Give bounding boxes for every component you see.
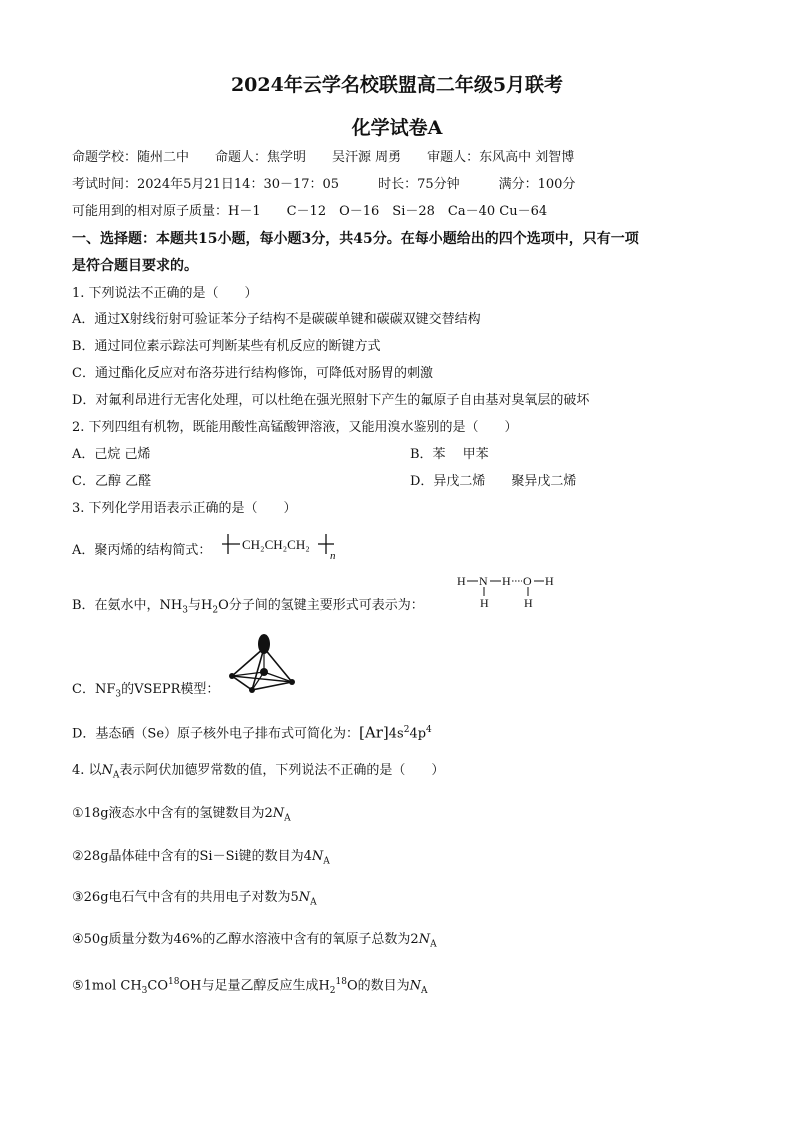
info-line-2: 考试时间：2024年5月21日14：30－17：05 时长：75分钟 满分：100分 bbox=[72, 177, 576, 192]
hb-h-below-n: H bbox=[480, 596, 489, 610]
section-heading-2: 是符合题目要求的。 bbox=[72, 258, 198, 274]
q4-item-1 bbox=[72, 806, 291, 827]
q4-i3-a: A bbox=[310, 897, 317, 908]
q3-c-text-2: 的VSEPR模型： bbox=[121, 682, 220, 697]
q1-option-b: B．通过同位素示踪法可判断某些有机反应的断键方式 bbox=[72, 339, 381, 354]
q2-option-a: A．己烷 己烯 bbox=[72, 447, 151, 462]
q4-stem bbox=[72, 763, 444, 784]
hb-h-below-o: H bbox=[524, 596, 533, 610]
q4-i5-sub-2: 2 bbox=[329, 985, 336, 996]
q4-i5-sub-3: 3 bbox=[141, 985, 148, 996]
q4-stem-a: A bbox=[112, 770, 120, 781]
q2-option-c: C．乙醇 乙醛 bbox=[72, 474, 152, 489]
hb-h-left: H bbox=[457, 574, 466, 588]
info-line-3: 可能用到的相对原子质量：H－1 C－12 O－16 Si－28 Ca－40 Cu－64 bbox=[72, 204, 548, 219]
q4-i3-n: N bbox=[298, 890, 311, 905]
q4-stem-post: 表示阿伏加德罗常数的值，下列说法不正确的是（ ） bbox=[119, 763, 445, 778]
q3-option-c bbox=[72, 682, 219, 703]
q3-b-sub-1: 3 bbox=[182, 605, 188, 616]
q3-stem: 3. 下列化学用语表示正确的是（ ） bbox=[72, 501, 297, 516]
q4-i4-n: N bbox=[418, 932, 431, 947]
polymer-n: n bbox=[330, 550, 336, 562]
info-line-1: 命题学校：随州二中 命题人：焦学明 吴汗源 周勇 审题人：东风高中 刘智博 bbox=[72, 150, 575, 165]
q4-i5-sup-18b: 18 bbox=[335, 977, 347, 987]
q4-i5-text-2: OH与足量乙醇反应生成H bbox=[179, 978, 330, 994]
q4-item-5 bbox=[72, 974, 428, 999]
q4-i4-text: ④50g质量分数为46%的乙醇水溶液中含有的氧原子总数为2 bbox=[72, 932, 419, 947]
q4-stem-n: N bbox=[101, 763, 113, 778]
q4-i2-n: N bbox=[311, 849, 324, 864]
q4-item-2 bbox=[72, 849, 330, 870]
q1-option-d: D．对氟利昂进行无害化处理，可以杜绝在强光照射下产生的氟原子自由基对臭氧层的破坏 bbox=[72, 393, 590, 408]
q4-i1-text: ①18g液态水中含有的氢键数目为2 bbox=[72, 806, 273, 821]
q4-i5-co: CO bbox=[147, 978, 168, 994]
q3-d-4p-sup: 4 bbox=[426, 725, 432, 735]
q4-stem-pre: 4. 以 bbox=[72, 763, 102, 778]
q3-a-label: A．聚丙烯的结构简式： bbox=[72, 543, 212, 558]
q4-i2-text: ②28g晶体硅中含有的Si－Si键的数目为4 bbox=[72, 849, 312, 864]
q4-item-3 bbox=[72, 890, 317, 911]
nf3-vsepr-model bbox=[228, 632, 298, 694]
q3-b-sub-2: 2 bbox=[212, 605, 219, 616]
q4-i5-text-3: O的数目为 bbox=[346, 978, 410, 994]
q3-option-a bbox=[72, 543, 211, 559]
q3-d-ar: [Ar] bbox=[359, 723, 389, 742]
hb-n: N bbox=[479, 574, 488, 588]
q3-b-text-2: 与H bbox=[188, 598, 213, 613]
q3-option-d bbox=[72, 722, 432, 742]
q3-d-4p: 4p bbox=[409, 726, 427, 742]
q4-i4-a: A bbox=[430, 939, 437, 950]
q2-option-b: B．苯 甲苯 bbox=[410, 447, 489, 462]
q4-i5-text-1: ⑤1mol CH bbox=[72, 978, 142, 994]
q3-b-text-1: B．在氨水中，NH bbox=[72, 598, 183, 613]
q4-i5-a: A bbox=[421, 985, 428, 996]
hb-h-mid: H bbox=[502, 574, 511, 588]
q4-i5-n: N bbox=[409, 978, 422, 994]
q4-i5-sup-18: 18 bbox=[168, 977, 180, 987]
q4-i3-text: ③26g电石气中含有的共用电子对数为5 bbox=[72, 890, 299, 905]
q1-option-c: C．通过酯化反应对布洛芬进行结构修饰，可降低对肠胃的刺激 bbox=[72, 366, 433, 381]
q3-c-sub: 3 bbox=[115, 689, 122, 700]
q3-option-b bbox=[72, 598, 424, 619]
q2-option-d: D．异戊二烯 聚异戊二烯 bbox=[410, 474, 577, 489]
q2-stem: 2. 下列四组有机物，既能用酸性高锰酸钾溶液，又能用溴水鉴别的是（ ） bbox=[72, 420, 518, 435]
q4-i1-a: A bbox=[284, 813, 291, 824]
q3-d-4s: 4s bbox=[388, 726, 404, 742]
q4-i1-n: N bbox=[272, 806, 285, 821]
q3-d-4s-sup: 2 bbox=[403, 725, 410, 735]
exam-subtitle: 化学试卷A bbox=[351, 117, 443, 139]
hb-o: O bbox=[523, 574, 532, 588]
q3-d-text: D．基态硒（Se）原子核外电子排布式可简化为： bbox=[72, 726, 360, 742]
q3-b-text-3: O分子间的氢键主要形式可表示为： bbox=[218, 598, 424, 613]
q4-i2-a: A bbox=[323, 856, 330, 867]
q1-option-a: A．通过X射线衍射可验证苯分子结构不是碳碳单键和碳碳双键交替结构 bbox=[72, 312, 481, 327]
polypropylene-formula bbox=[222, 528, 342, 562]
hb-h-right: H bbox=[545, 574, 554, 588]
q1-stem: 1. 下列说法不正确的是（ ） bbox=[72, 286, 258, 301]
section-heading-1: 一、选择题：本题共15小题，每小题3分，共45分。在每小题给出的四个选项中，只有一项 bbox=[72, 231, 639, 247]
q3-c-text-1: C．NF bbox=[72, 682, 116, 697]
q4-item-4 bbox=[72, 932, 437, 953]
exam-title: 2024年云学名校联盟高二年级5月联考 bbox=[230, 74, 564, 96]
hydrogen-bond-structure bbox=[455, 568, 565, 618]
polypropylene-repeat-unit: CH₂CH₂CH₂ bbox=[242, 537, 310, 552]
